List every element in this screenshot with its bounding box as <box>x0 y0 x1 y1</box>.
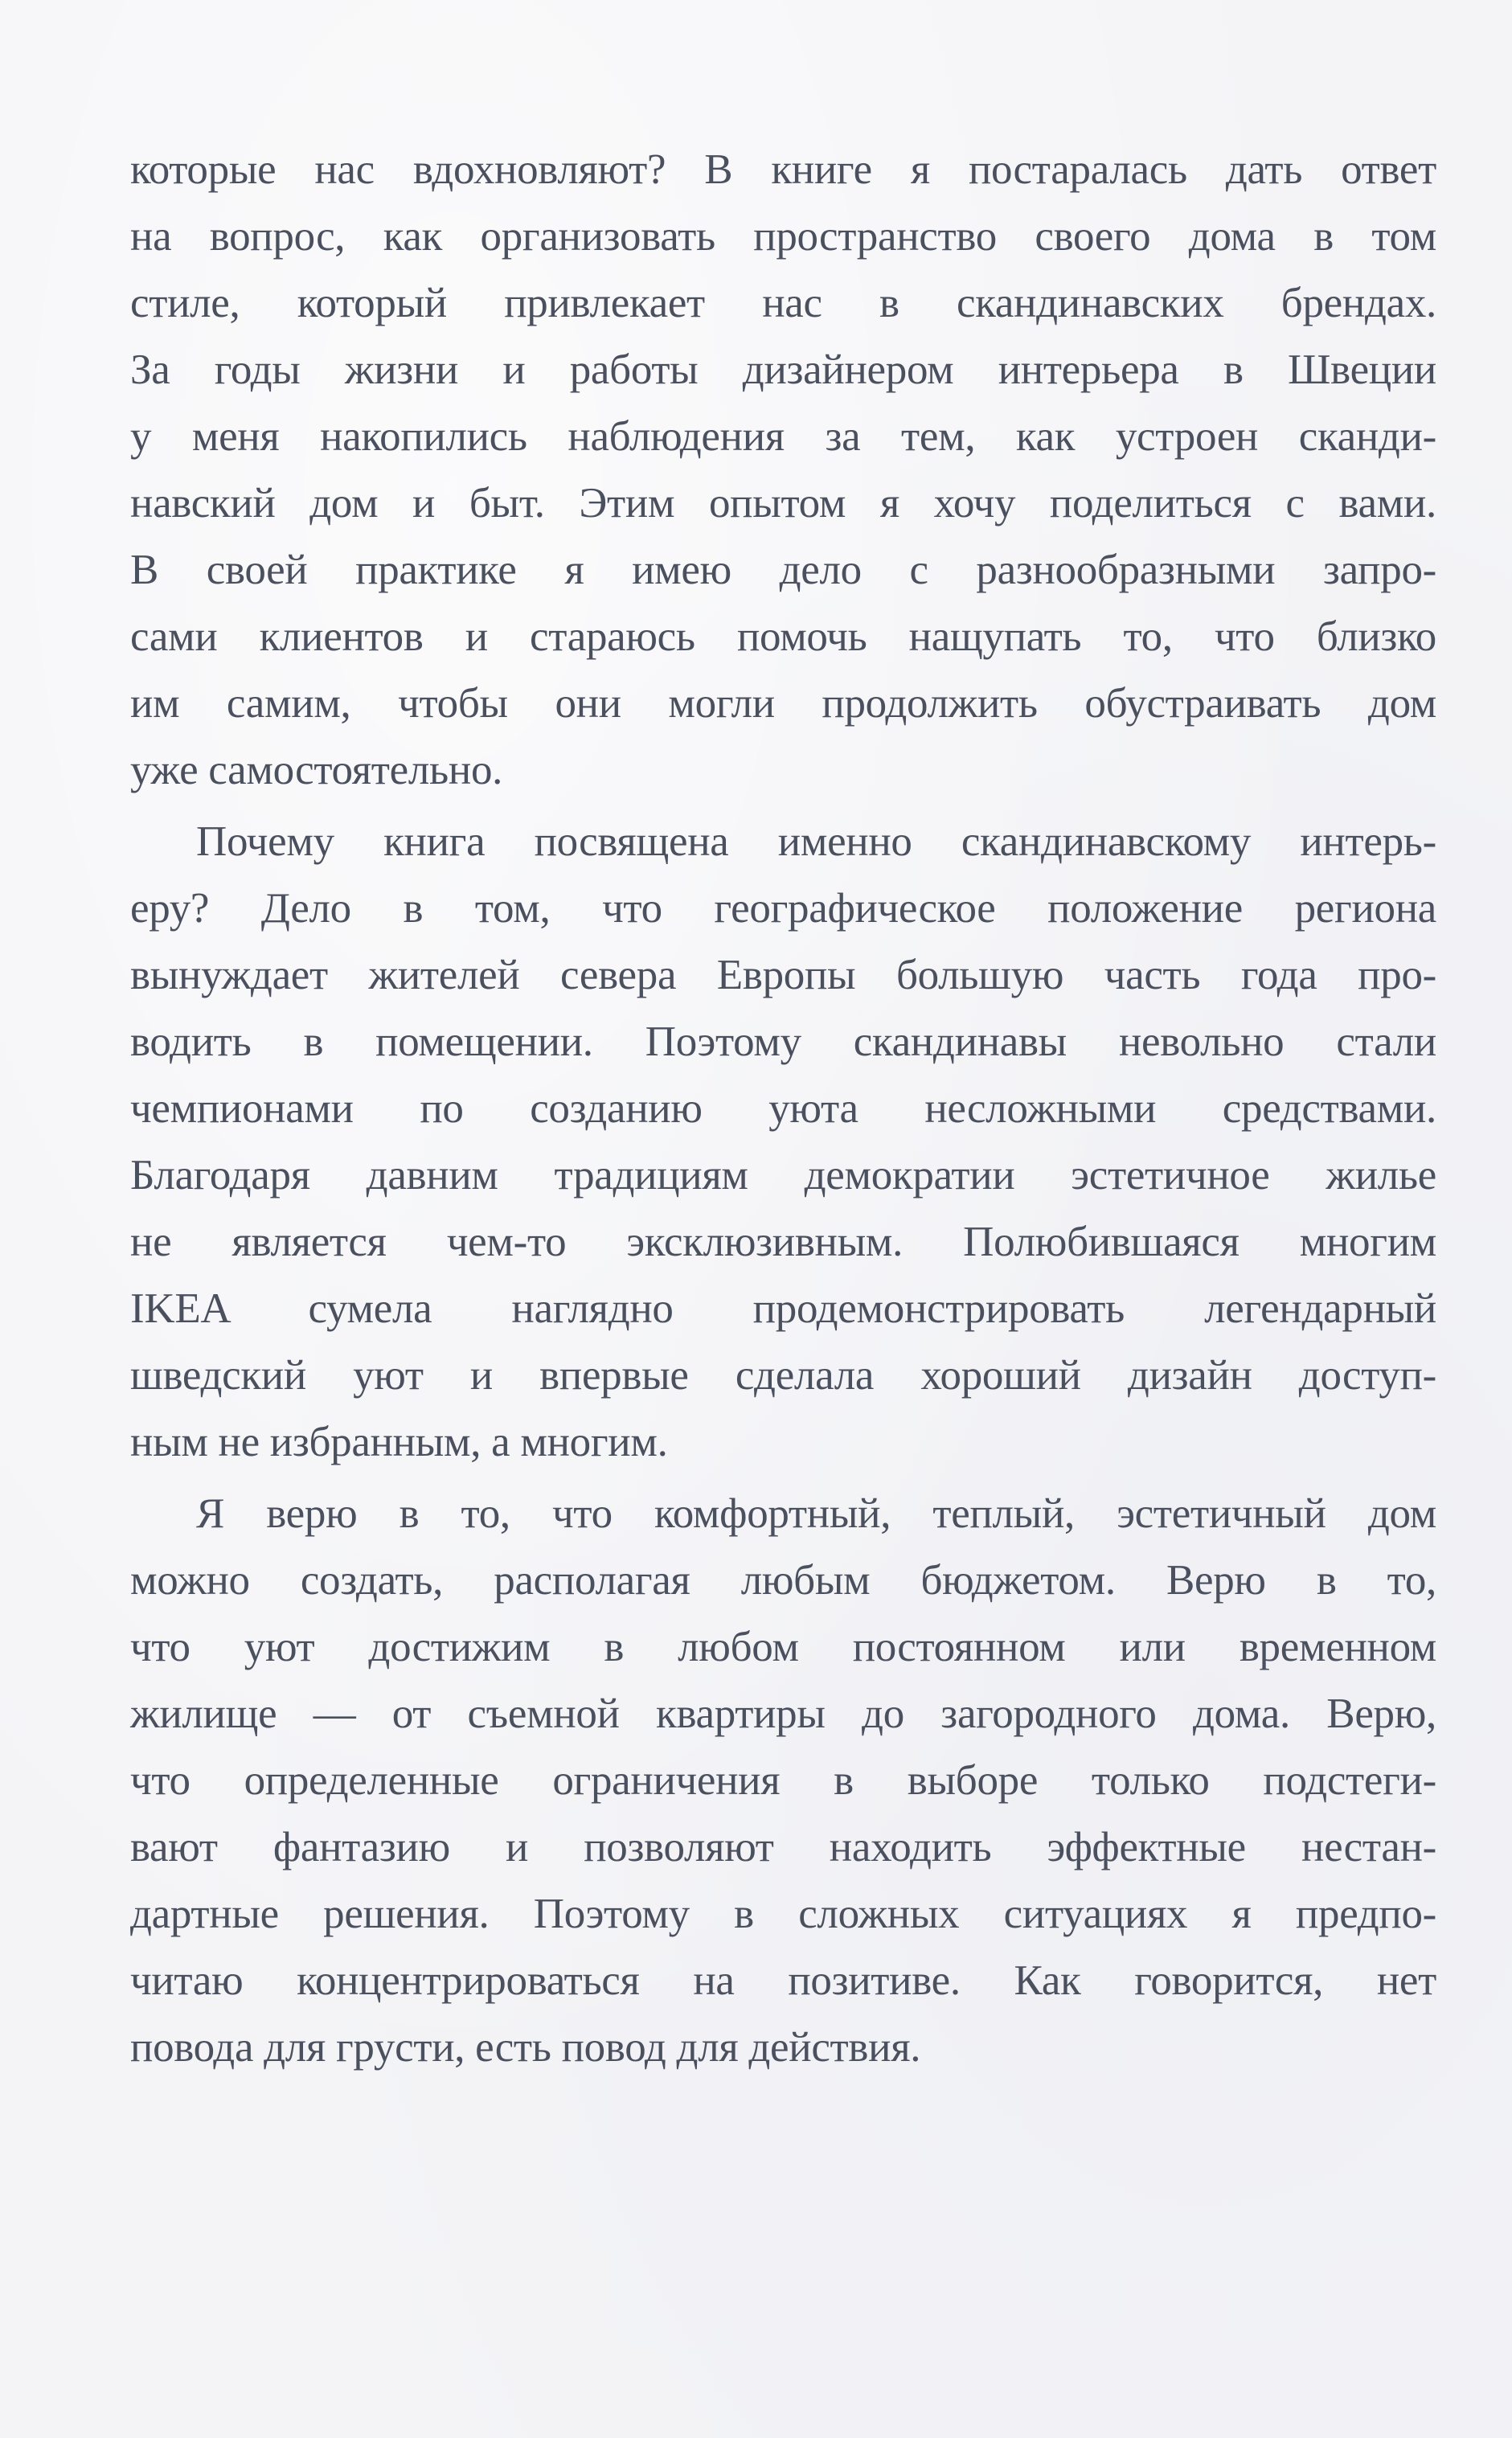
text-line: не является чем-то эксклюзивным. Полюбившаяся многим <box>130 1219 1436 1265</box>
text-line: можно создать, располагая любым бюджетом. Верю в то, <box>130 1557 1436 1604</box>
text-line: что уют достижим в любом постоянном или временном <box>130 1624 1436 1670</box>
text-line: чемпионами по созданию уюта несложными средствами. <box>130 1085 1436 1132</box>
paragraph-3 <box>130 1481 1436 2081</box>
text-line: шведский уют и впервые сделала хороший дизайн доступ- <box>130 1352 1436 1399</box>
text-line: еру? Дело в том, что географическое положение региона <box>130 885 1436 932</box>
text-line: За годы жизни и работы дизайнером интерьера в Швеции <box>130 346 1436 393</box>
text-line: повода для грусти, есть повод для действия. <box>130 2024 921 2071</box>
text-line: сами клиентов и стараюсь помочь нащупать то, что близко <box>130 613 1436 660</box>
text-line: навский дом и быт. Этим опытом я хочу поделиться с вами. <box>130 480 1436 527</box>
text-line: ным не избранным, а многим. <box>130 1419 668 1465</box>
text-line: читаю концентрироваться на позитиве. Как говорится, нет <box>130 1957 1436 2004</box>
text-line: Я верю в то, что комфортный, теплый, эстетичный дом <box>196 1490 1436 1537</box>
text-line: что определенные ограничения в выборе только подстеги- <box>130 1757 1436 1804</box>
paragraph-2 <box>130 809 1436 1476</box>
text-line: у меня накопились наблюдения за тем, как устроен сканди- <box>130 413 1436 460</box>
text-line: вают фантазию и позволяют находить эффектные нестан- <box>130 1824 1436 1870</box>
text-line: вынуждает жителей севера Европы большую часть года про- <box>130 952 1436 998</box>
text-line: уже самостоятельно. <box>130 747 503 793</box>
text-line: им самим, чтобы они могли продолжить обустраивать дом <box>130 680 1436 727</box>
text-line: дартные решения. Поэтому в сложных ситуациях я предпо- <box>130 1891 1436 1937</box>
text-line: В своей практике я имею дело с разнообразными запро- <box>130 547 1436 593</box>
body-text <box>130 137 1436 2081</box>
text-line: которые нас вдохновляют? В книге я постаралась дать ответ <box>130 146 1436 193</box>
paragraph-1 <box>130 137 1436 804</box>
text-line: IKEA сумела наглядно продемонстрировать легендарный <box>130 1285 1436 1332</box>
text-line: стиле, который привлекает нас в скандинавских брендах. <box>130 280 1436 326</box>
text-line: на вопрос, как организовать пространство своего дома в том <box>130 213 1436 260</box>
text-line: водить в помещении. Поэтому скандинавы невольно стали <box>130 1018 1436 1065</box>
text-line: Почему книга посвящена именно скандинавскому интерь- <box>196 818 1436 865</box>
text-line: Благодаря давним традициям демократии эстетичное жилье <box>130 1152 1436 1199</box>
text-line: жилище — от съемной квартиры до загородного дома. Верю, <box>130 1690 1436 1737</box>
